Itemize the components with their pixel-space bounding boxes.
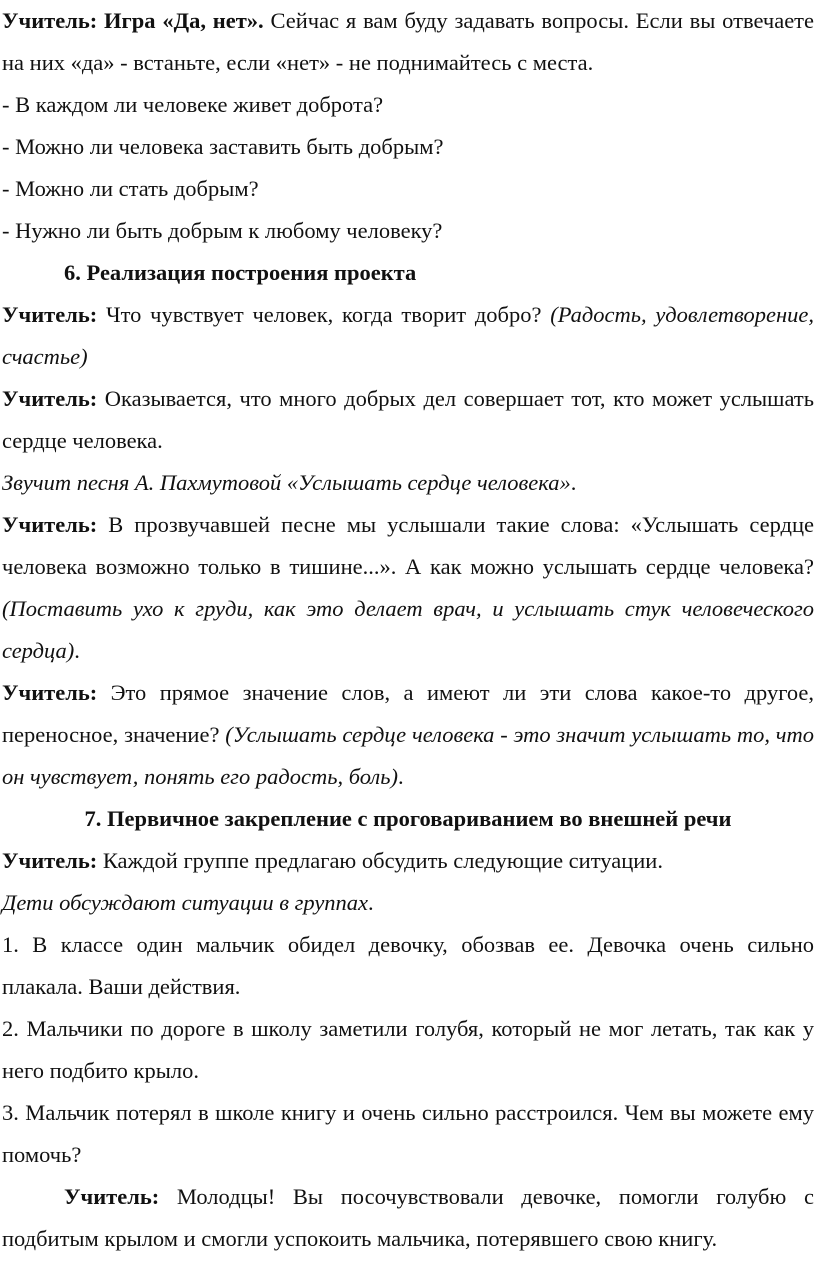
situation-1: 1. В классе один мальчик обидел девочку, обозвав ее. Девочка очень сильно плакала. Ваши действия. <box>2 932 814 999</box>
teacher-label: Учитель: <box>2 680 98 705</box>
section-heading-7: 7. Первичное закрепление с проговариванием во внешней речи <box>84 806 732 831</box>
paragraph-text: Оказывается, что много добрых дел совершает тот, кто может услышать сердце человека. <box>2 386 814 453</box>
song-italic: Звучит песня А. Пахмутовой «Услышать сердце человека» <box>2 470 571 495</box>
paragraph-text: Молодцы! Вы посочувствовали девочке, помогли голубю с подбитым крылом и смогли успокоить мальчика, потерявшего свою книгу. <box>2 1184 814 1251</box>
teacher-label: Учитель: <box>2 512 98 537</box>
teacher-label: Учитель: <box>2 848 98 873</box>
question-1: - В каждом ли человеке живет доброта? <box>2 92 384 117</box>
teacher-label: Учитель: Игра «Да, нет». <box>2 8 264 33</box>
teacher-paragraph-3 <box>2 504 814 672</box>
paragraph-text: Сейчас я вам буду задавать вопросы. Если вы отвечаете на них «да» - встаньте, если «нет» - не поднимайтесь с места. <box>2 8 814 75</box>
paragraph-end: . <box>397 764 404 789</box>
question-3: - Можно ли стать добрым? <box>2 176 259 201</box>
teacher-label: Учитель: <box>2 302 98 327</box>
intro-paragraph <box>2 0 814 84</box>
situation-3: 3. Мальчик потерял в школе книгу и очень сильно расстроился. Чем вы можете ему помочь? <box>2 1100 814 1167</box>
teacher-label: Учитель: <box>64 1184 160 1209</box>
paragraph-end: . <box>74 638 80 663</box>
answer-italic: (Поставить ухо к груди, как это делает врач, и услышать стук человеческого сердца) <box>2 596 814 663</box>
answer-italic: (Услышать сердце человека - это значит услышать то, что он чувствует, понять его радость, боль) <box>2 722 814 789</box>
paragraph-text: Каждой группе предлагаю обсудить следующие ситуации. <box>97 848 663 873</box>
answer-italic: (Радость, удовлетворение, счастье) <box>2 302 814 369</box>
song-end: . <box>570 470 577 495</box>
teacher-label: Учитель: <box>2 386 98 411</box>
document-page <box>2 0 814 1260</box>
group-italic: Дети обсуждают ситуации в группах <box>2 890 369 915</box>
question-4: - Нужно ли быть добрым к любому человеку? <box>2 218 443 243</box>
group-end: . <box>368 890 374 915</box>
teacher-paragraph-2 <box>2 378 814 462</box>
paragraph-text: Это прямое значение слов, а имеют ли эти слова какое-то другое, переносное, значение? <box>2 680 814 747</box>
paragraph-text: В прозвучавшей песне мы услышали такие слова: «Услышать сердце человека возможно только в тишине...». А как можно услышать сердце человека? <box>2 512 814 579</box>
situation-2: 2. Мальчики по дороге в школу заметили голубя, который не мог летать, так как у него подбито крыло. <box>2 1016 814 1083</box>
question-2: - Можно ли человека заставить быть добрым? <box>2 134 444 159</box>
paragraph-text: Что чувствует человек, когда творит добро? <box>97 302 551 327</box>
group-note <box>2 882 814 924</box>
teacher-paragraph-5 <box>2 840 814 882</box>
section-heading-6: 6. Реализация построения проекта <box>64 260 417 285</box>
teacher-paragraph-4 <box>2 672 814 798</box>
teacher-paragraph-1 <box>2 294 814 378</box>
teacher-paragraph-final <box>2 1176 814 1260</box>
song-note <box>2 462 814 504</box>
